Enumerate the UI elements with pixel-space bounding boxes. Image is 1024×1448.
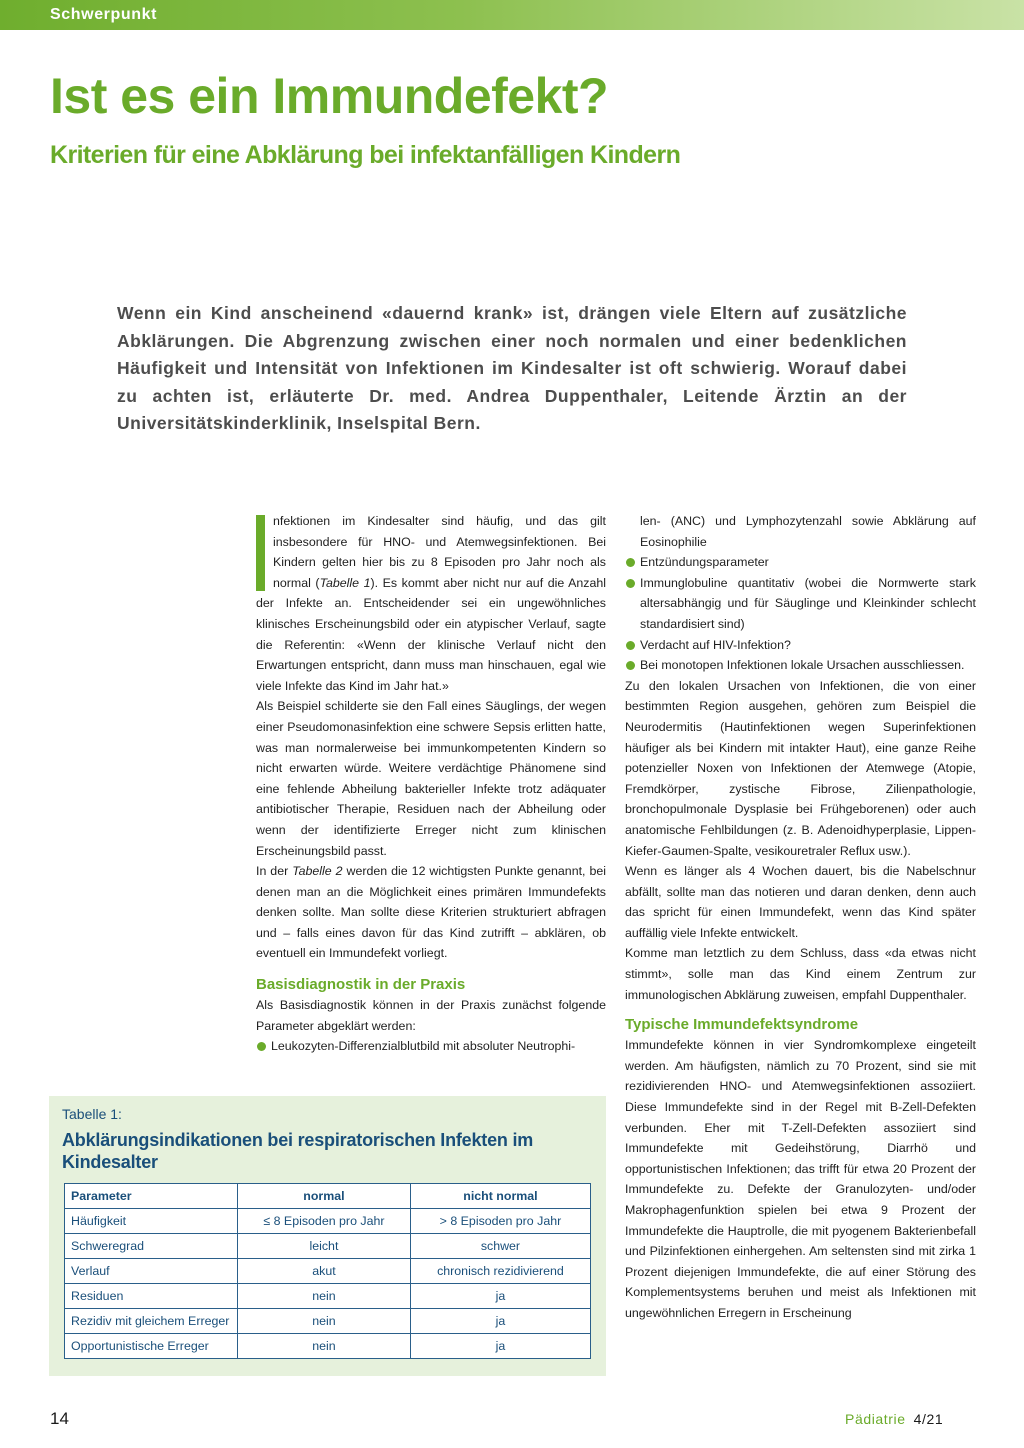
column-header: normal [238, 1184, 411, 1209]
table-label: Tabelle 1: [62, 1106, 122, 1122]
section-heading: Basisdiagnostik in der Praxis [256, 976, 466, 994]
table-cell: leicht [238, 1234, 411, 1259]
paragraph: Zu den lokalen Ursachen von Infektionen, die von einer bestimmten Region ausgehen, gehören zum Beispiel die Neurodermitis (Hautinfektionen wegen Superinfektionen häufiger als bei Kindern mit intakter Haut), eine ganze Reihe potenzieller Noxen von Infektionen der Atemwege (Atopie, Fremdkörper, zystische Fibrose, Zilienpathologie, bronchopulmonale Dysplasie bei Frühgeborenen) oder auch anatomische Fehlbildungen (z. B. Adenoidhyperplasie, Lippen-Kiefer-Gaumen-Spalte, vesikouretraler Reflux usw.). [625, 678, 976, 858]
table-cell: Häufigkeit [65, 1209, 238, 1234]
text-column-right [625, 511, 976, 1324]
journal-name: Pädiatrie [845, 1411, 906, 1427]
table-cell: Opportunistische Erreger [65, 1334, 238, 1359]
table-row [65, 1334, 591, 1359]
paragraph: Wenn es länger als 4 Wochen dauert, bis die Nabelschnur abfällt, sollte man das notieren und daran denken, denn auch das spricht für einen Immundefekt, wenn das Kind später auffällig viele Infekte entwickelt. [625, 864, 976, 940]
paragraph [256, 511, 606, 696]
list-item: Immunglobuline quantitativ (wobei die Normwerte stark altersabhängig und für Säuglinge und Kleinkinder schlecht standardisiert sind) [625, 573, 976, 635]
table-cell: ja [410, 1284, 590, 1309]
article-subtitle: Kriterien für eine Abklärung bei infektanfälligen Kindern [50, 141, 681, 169]
list-item: Bei monotopen Infektionen lokale Ursachen ausschliessen. [625, 655, 976, 676]
list-item: Verdacht auf HIV-Infektion? [625, 635, 976, 656]
list-item: Leukozyten-Differenzialblutbild mit absoluter Neutrophi- [256, 1036, 606, 1057]
list-item: Entzündungsparameter [625, 552, 976, 573]
table-header-row [65, 1184, 591, 1209]
table-cell: nein [238, 1309, 411, 1334]
table-cell: ja [410, 1309, 590, 1334]
table-cell: ja [410, 1334, 590, 1359]
table-cell: Residuen [65, 1284, 238, 1309]
table-reference: Tabelle 2 [292, 864, 343, 879]
table-cell: > 8 Episoden pro Jahr [410, 1209, 590, 1234]
table-row [65, 1309, 591, 1334]
paragraph [256, 861, 606, 964]
table-row [65, 1284, 591, 1309]
section-banner [0, 0, 1024, 30]
paragraph-text: ). Es kommt aber nicht nur auf die Anzahl der Infekte an. Entscheidender sei ein ungewöhnliches klinisches Erscheinungsbild oder ein atypischer Verlauf, sagte die Referentin: «Wenn der klinische Verlauf nicht den Erwartungen entspricht, dann muss man hinschauen, egal wie viele Infekte das Kind im Jahr hat.» [256, 575, 606, 693]
text-column-left [256, 511, 606, 1057]
lead-paragraph: Wenn ein Kind anscheinend «dauernd krank» ist, drängen viele Eltern auf zusätzliche Abklärungen. Die Abgrenzung zwischen einer noch normalen und einer bedenklichen Häufigkeit und Intensität von Infektionen im Kindesalter ist oft schwierig. Worauf dabei zu achten ist, erläuterte Dr. med. Andrea Duppenthaler, Leitende Ärztin an der Universitätskinderklinik, Inselspital Bern. [117, 303, 907, 433]
section-label: Schwerpunkt [50, 6, 158, 23]
page-number: 14 [50, 1409, 69, 1428]
table-cell: Schweregrad [65, 1234, 238, 1259]
journal-footer [845, 1411, 943, 1427]
table-cell: nein [238, 1284, 411, 1309]
paragraph-text: In der [256, 864, 293, 879]
paragraph-text: nfektionen im Kindesalter sind häufig, und das gilt insbesondere für HNO- und Atemwegsinfektionen. Bei Kindern gelten hier bis zu 8 Episoden pro Jahr noch als normal ( [273, 514, 606, 590]
bullet-list [256, 1036, 606, 1057]
table-row [65, 1234, 591, 1259]
paragraph: Als Basisdiagnostik können in der Praxis zunächst folgende Parameter abgeklärt werden: [256, 998, 606, 1033]
table-row [65, 1259, 591, 1284]
table-row [65, 1209, 591, 1234]
table-cell: akut [238, 1259, 411, 1284]
section-heading: Typische Immundefektsyndrome [625, 1016, 859, 1034]
table-caption: Abklärungsindikationen bei respiratorischen Infekten im Kindesalter [62, 1130, 534, 1172]
paragraph: Immundefekte können in vier Syndromkomplexe eingeteilt werden. Am häufigsten, nämlich zu 70 Prozent, sind sie mit rezidivierenden HNO- und Atemwegsinfektionen assoziiert. Diese Immundefekte sind in der Regel mit B-Zell-Defekten verbunden. Eher mit T-Zell-Defekten assoziiert sind Immundefekte mit Gedeihstörung, Diarrhö und opportunistischen Infektionen; das trifft für etwa 20 Prozent der Immundefekte zu. Defekte der Granulozyten- und/oder Makrophagenfunktion spielen bei etwa 9 Prozent der Immundefekte die Hauptrolle, die mit pyogenem Bakterienbefall und Pilzinfektionen einhergehen. Am seltensten sind mit zirka 1 Prozent diejenigen Immundefekte, die auf einer Störung des Komplementsystems beruhen und meist als Infektionen mit ungewöhnlichen Erregern in Erscheinung [625, 1038, 976, 1320]
list-item-continuation: len- (ANC) und Lymphozytenzahl sowie Abklärung auf Eosinophilie [640, 514, 976, 549]
article-title: Ist es ein Immundefekt? [50, 68, 609, 124]
table-cell: nein [238, 1334, 411, 1359]
indications-table [64, 1183, 591, 1359]
bullet-list [625, 552, 976, 676]
paragraph-text: werden die 12 wichtigsten Punkte genannt, bei denen man an die Möglichkeit eines primären Immundefekts denken sollte. Man sollte diese Kriterien strukturiert abfragen und – falls eines davon für das Kind zutrifft – abklären, ob eventuell ein Immundefekt vorliegt. [256, 864, 606, 961]
column-header: Parameter [65, 1184, 238, 1209]
paragraph: Als Beispiel schilderte sie den Fall eines Säuglings, der wegen einer Pseudomonasinfektion eine schwere Sepsis erlitten hatte, was man normalerweise bei immunkompetenten Kindern so nicht erwarten würde. Weitere verdächtige Phänomene sind eine fehlende Abheilung bakterieller Infekte trotz adäquater antibiotischer Therapie, Residuen nach der Abheilung oder wenn der identifizierte Erreger nicht zum klinischen Erscheinungsbild passt. [256, 699, 606, 858]
dropcap-bar [256, 515, 265, 591]
table-1-box [49, 1096, 606, 1376]
column-header: nicht normal [410, 1184, 590, 1209]
paragraph: Komme man letztlich zu dem Schluss, dass «da etwas nicht stimmt», solle man das Kind einem Zentrum zur immunologischen Abklärung zuweisen, empfahl Duppenthaler. [625, 946, 976, 1002]
issue-number: 4/21 [913, 1411, 944, 1427]
table-cell: chronisch rezidivierend [410, 1259, 590, 1284]
table-reference: Tabelle 1 [319, 575, 371, 590]
table-cell: ≤ 8 Episoden pro Jahr [238, 1209, 411, 1234]
table-cell: schwer [410, 1234, 590, 1259]
table-cell: Verlauf [65, 1259, 238, 1284]
table-cell: Rezidiv mit gleichem Erreger [65, 1309, 238, 1334]
